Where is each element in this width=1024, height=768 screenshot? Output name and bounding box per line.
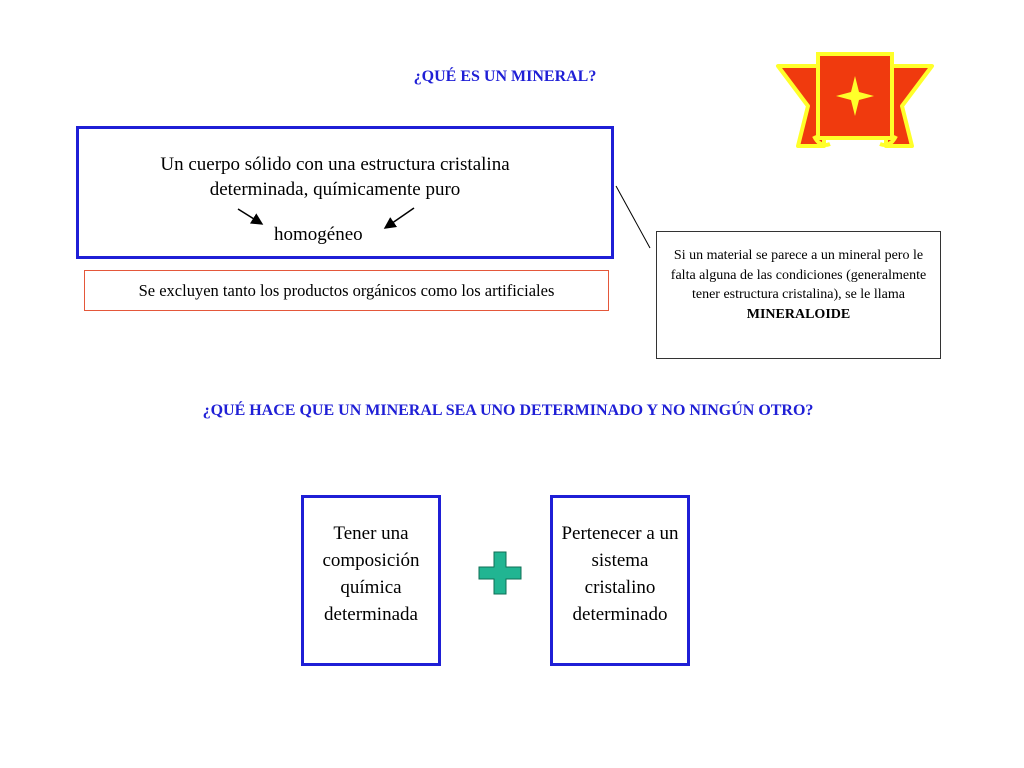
banner-star-icon: [774, 50, 936, 156]
mineraloid-term: MINERALOIDE: [746, 306, 851, 322]
definition-line-2: determinada, químicamente puro: [209, 179, 461, 200]
callout-line: [616, 186, 650, 248]
requirement-composition-text: Tener una composición química determinada: [322, 523, 420, 625]
requirement-crystal-system-text: Pertenecer a un sistema cristalino determinado: [561, 523, 679, 625]
page-title: ¿QUÉ ES UN MINERAL?: [413, 68, 597, 85]
exclusion-note-text: Se excluyen tanto los productos orgánicos como los artificiales: [138, 280, 555, 300]
plus-icon: [477, 550, 523, 596]
requirement-composition-box: [301, 495, 441, 666]
definition-text: [100, 152, 570, 202]
mineraloid-note-text: Si un material se parece a un mineral pero le falta alguna de las condiciones (generalmente tener estructura cristalina), se le llama: [670, 248, 927, 302]
second-question: ¿QUÉ HACE QUE UN MINERAL SEA UNO DETERMINADO Y NO NINGÚN OTRO?: [202, 402, 814, 419]
exclusion-note-box: [84, 270, 609, 311]
requirement-crystal-system-box: [550, 495, 690, 666]
mineraloid-note-box: [656, 231, 941, 359]
definition-line-1: Un cuerpo sólido con una estructura cristalina: [160, 154, 510, 175]
homogeneous-label: homogéneo: [274, 224, 363, 245]
